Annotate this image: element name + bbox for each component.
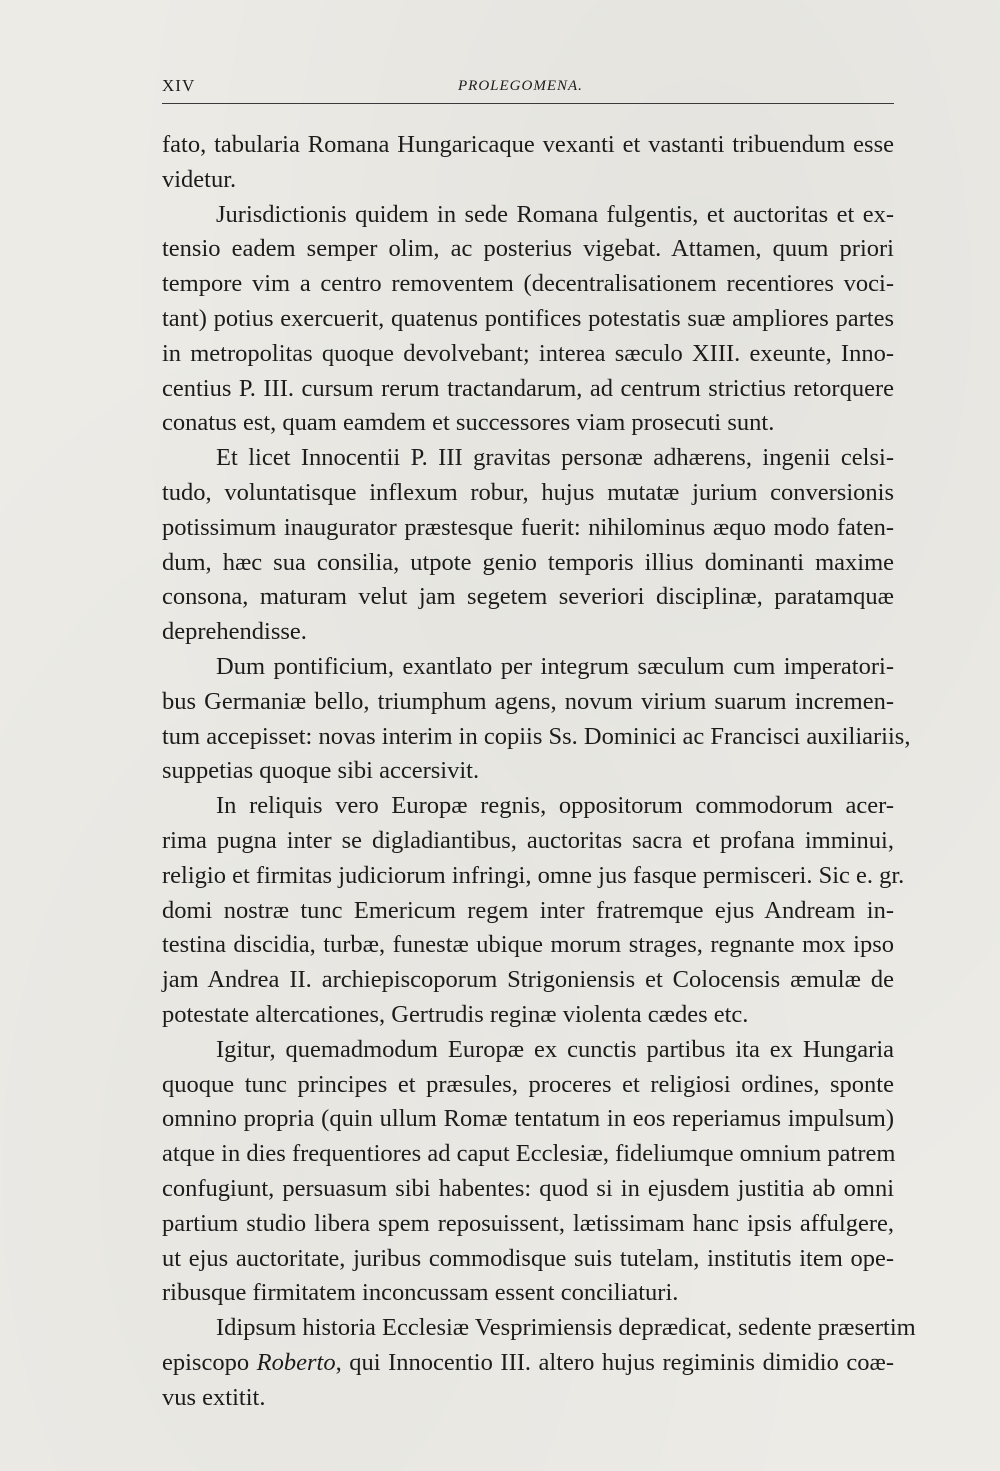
text-line: tensio eadem semper olim, ac posterius vigebat. Attamen, quum priori xyxy=(162,235,894,263)
text-line: Idipsum historia Ecclesiæ Vesprimiensis deprædicat, sedente præsertim xyxy=(216,1314,916,1342)
italic-name: Roberto xyxy=(256,1348,336,1376)
text-line: quoque tunc principes et præsules, proceres et religiosi ordines, sponte xyxy=(162,1070,894,1098)
body-text xyxy=(162,128,916,1415)
text-line: tempore vim a centro removentem (decentralisationem recentiores voci- xyxy=(162,270,894,298)
text-line: tant) potius exercuerit, quatenus pontifices potestatis suæ ampliores partes xyxy=(162,304,894,332)
text-line: Igitur, quemadmodum Europæ ex cunctis partibus ita ex Hungaria xyxy=(216,1035,894,1063)
page-number: XIV xyxy=(162,76,196,95)
text-line: potestate altercationes, Gertrudis reginæ violenta cædes etc. xyxy=(162,1000,749,1028)
text-line: testina discidia, turbæ, funestæ ubique morum strages, regnante mox ipso xyxy=(162,931,894,959)
text-line: Dum pontificium, exantlato per integrum sæculum cum imperatori- xyxy=(216,652,894,680)
paragraph xyxy=(162,441,894,650)
text-line: domi nostræ tunc Emericum regem inter fratremque ejus Andream in- xyxy=(162,896,894,924)
running-title: PROLEGOMENA. xyxy=(458,78,583,94)
text-line: Et licet Innocentii P. III gravitas personæ adhærens, ingenii celsi- xyxy=(216,444,894,472)
running-head xyxy=(162,76,894,102)
paragraph xyxy=(162,650,911,789)
text-line: conatus est, quam eamdem et successores viam prosecuti sunt. xyxy=(162,409,775,437)
paragraph xyxy=(162,198,894,442)
text-line: ribusque firmitatem inconcussam essent conciliaturi. xyxy=(162,1279,679,1307)
text-line: fato, tabularia Romana Hungaricaque vexanti et vastanti tribuendum esse xyxy=(162,131,894,158)
paragraph xyxy=(162,1311,916,1415)
text-line: jam Andrea II. archiepiscoporum Strigoniensis et Colocensis æmulæ de xyxy=(162,966,894,994)
text-segment: episcopo xyxy=(162,1348,257,1376)
text-line: dum, hæc sua consilia, utpote genio temporis illius dominanti maxime xyxy=(162,548,894,576)
header-rule xyxy=(162,103,894,104)
paragraph xyxy=(162,128,894,198)
text-line: tudo, voluntatisque inflexum robur, hujus mutatæ jurium conversionis xyxy=(162,478,894,506)
text-line: deprehendisse. xyxy=(162,618,307,646)
text-line: bus Germaniæ bello, triumphum agens, novum virium suarum incremen- xyxy=(162,687,894,715)
text-segment: , qui Innocentio III. altero hujus regiminis dimidio coæ- xyxy=(335,1348,894,1376)
text-line: confugiunt, persuasum sibi habentes: quod si in ejusdem justitia ab omni xyxy=(162,1174,894,1202)
paragraph xyxy=(162,789,905,1033)
text-line: centius P. III. cursum rerum tractandarum, ad centrum strictius retorquere xyxy=(162,374,894,402)
text-line: videtur. xyxy=(162,165,237,193)
text-line: rima pugna inter se digladiantibus, auctoritas sacra et profana imminui, xyxy=(162,826,894,854)
text-line: omnino propria (quin ullum Romæ tentatum in eos reperiamus impulsum) xyxy=(162,1105,894,1133)
text-line xyxy=(162,1346,894,1381)
paragraph xyxy=(162,1033,894,1311)
text-line: religio et firmitas judiciorum infringi, omne jus fasque permisceri. Sic e. gr. xyxy=(162,861,905,889)
text-line: ut ejus auctoritate, juribus commodisque suis tutelam, institutis item ope- xyxy=(162,1244,894,1272)
text-line: tum accepisset: novas interim in copiis Ss. Dominici ac Francisci auxiliariis, xyxy=(162,722,911,750)
text-line: in metropolitas quoque devolvebant; interea sæculo XIII. exeunte, Inno- xyxy=(162,339,894,367)
text-line: consona, maturam velut jam segetem severiori disciplinæ, paratamquæ xyxy=(162,583,894,611)
text-line: vus extitit. xyxy=(162,1383,266,1411)
text-line: potissimum inaugurator præstesque fuerit: nihilominus æquo modo faten- xyxy=(162,513,894,541)
text-line: Jurisdictionis quidem in sede Romana fulgentis, et auctoritas et ex- xyxy=(216,200,894,228)
text-line: partium studio libera spem reposuissent, lætissimam hanc ipsis affulgere, xyxy=(162,1209,894,1237)
text-line: suppetias quoque sibi accersivit. xyxy=(162,757,480,785)
text-line: atque in dies frequentiores ad caput Ecclesiæ, fideliumque omnium patrem xyxy=(162,1140,896,1168)
text-line: In reliquis vero Europæ regnis, oppositorum commodorum acer- xyxy=(216,792,894,820)
